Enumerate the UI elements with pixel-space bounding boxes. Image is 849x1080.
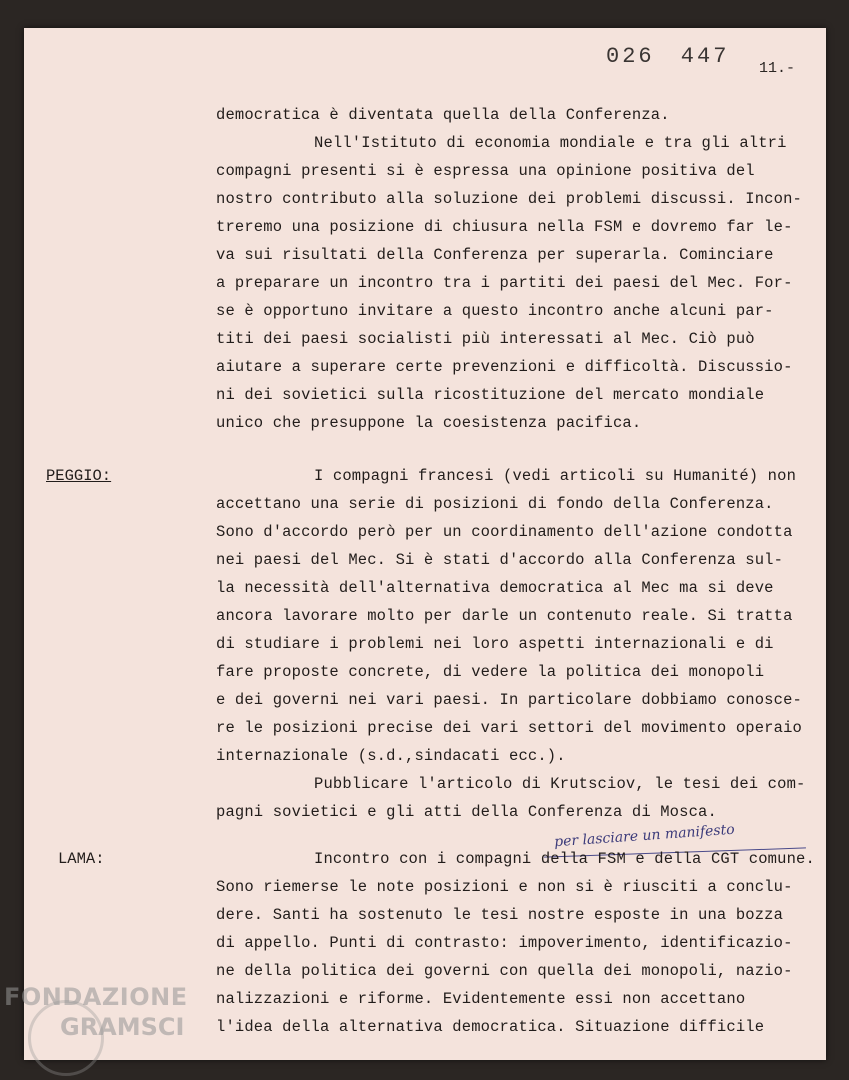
peggio-line: di studiare i problemi nei loro aspetti internazionali e di bbox=[216, 635, 774, 653]
peggio-line: accettano una serie di posizioni di fondo della Conferenza. bbox=[216, 495, 774, 513]
peggio-line: pagni sovietici e gli atti della Conferenza di Mosca. bbox=[216, 803, 717, 821]
watermark-line1: FONDAZIONE bbox=[4, 983, 188, 1011]
peggio-line: Sono d'accordo però per un coordinamento dell'azione condotta bbox=[216, 523, 793, 541]
lama-line: Sono riemerse le note posizioni e non si è riusciti a conclu- bbox=[216, 878, 793, 896]
document-page bbox=[24, 28, 826, 1060]
body-line: va sui risultati della Conferenza per superarla. Cominciare bbox=[216, 246, 774, 264]
peggio-line: Pubblicare l'articolo di Krutsciov, le tesi dei com- bbox=[314, 775, 806, 793]
peggio-line: e dei governi nei vari paesi. In particolare dobbiamo conosce- bbox=[216, 691, 802, 709]
lama-line: nalizzazioni e riforme. Evidentemente essi non accettano bbox=[216, 990, 746, 1008]
lama-line: di appello. Punti di contrasto: impoverimento, identificazio- bbox=[216, 934, 793, 952]
handwritten-annotation: per lasciare un manifesto bbox=[553, 821, 736, 851]
peggio-line: I compagni francesi (vedi articoli su Humanité) non bbox=[314, 467, 797, 485]
lama-line: ne della politica dei governi con quella dei monopoli, nazio- bbox=[216, 962, 793, 980]
body-line: unico che presuppone la coesistenza pacifica. bbox=[216, 414, 642, 432]
body-line: nostro contributo alla soluzione dei problemi discussi. Incon- bbox=[216, 190, 802, 208]
body-line: compagni presenti si è espressa una opinione positiva del bbox=[216, 162, 755, 180]
peggio-line: re le posizioni precise dei vari settori del movimento operaio bbox=[216, 719, 802, 737]
peggio-line: nei paesi del Mec. Si è stati d'accordo alla Conferenza sul- bbox=[216, 551, 784, 569]
speaker-lama: LAMA: bbox=[58, 850, 105, 868]
archive-number: 026 447 bbox=[606, 44, 730, 69]
watermark-line2: GRAMSCI bbox=[60, 1013, 185, 1041]
lama-line: l'idea della alternativa democratica. Situazione difficile bbox=[216, 1018, 765, 1036]
lama-line: Incontro con i compagni della FSM e della CGT comune. bbox=[314, 850, 815, 868]
page-number: 11.- bbox=[759, 60, 796, 77]
body-line: ni dei sovietici sulla ricostituzione del mercato mondiale bbox=[216, 386, 765, 404]
lama-line: dere. Santi ha sostenuto le tesi nostre esposte in una bozza bbox=[216, 906, 784, 924]
body-line: treremo una posizione di chiusura nella FSM e dovremo far le- bbox=[216, 218, 793, 236]
body-line: Nell'Istituto di economia mondiale e tra gli altri bbox=[314, 134, 787, 152]
peggio-line: la necessità dell'alternativa democratica al Mec ma si deve bbox=[216, 579, 774, 597]
peggio-line: ancora lavorare molto per darle un contenuto reale. Si tratta bbox=[216, 607, 793, 625]
body-line: a preparare un incontro tra i partiti dei paesi del Mec. For- bbox=[216, 274, 793, 292]
body-line: democratica è diventata quella della Conferenza. bbox=[216, 106, 670, 124]
watermark-logo bbox=[4, 985, 188, 1039]
body-line: se è opportuno invitare a questo incontro anche alcuni par- bbox=[216, 302, 774, 320]
body-line: aiutare a superare certe prevenzioni e difficoltà. Discussio- bbox=[216, 358, 793, 376]
peggio-line: fare proposte concrete, di vedere la politica dei monopoli bbox=[216, 663, 765, 681]
peggio-line: internazionale (s.d.,sindacati ecc.). bbox=[216, 747, 566, 765]
speaker-peggio: PEGGIO: bbox=[46, 467, 112, 485]
body-line: titi dei paesi socialisti più interessati al Mec. Ciò può bbox=[216, 330, 755, 348]
